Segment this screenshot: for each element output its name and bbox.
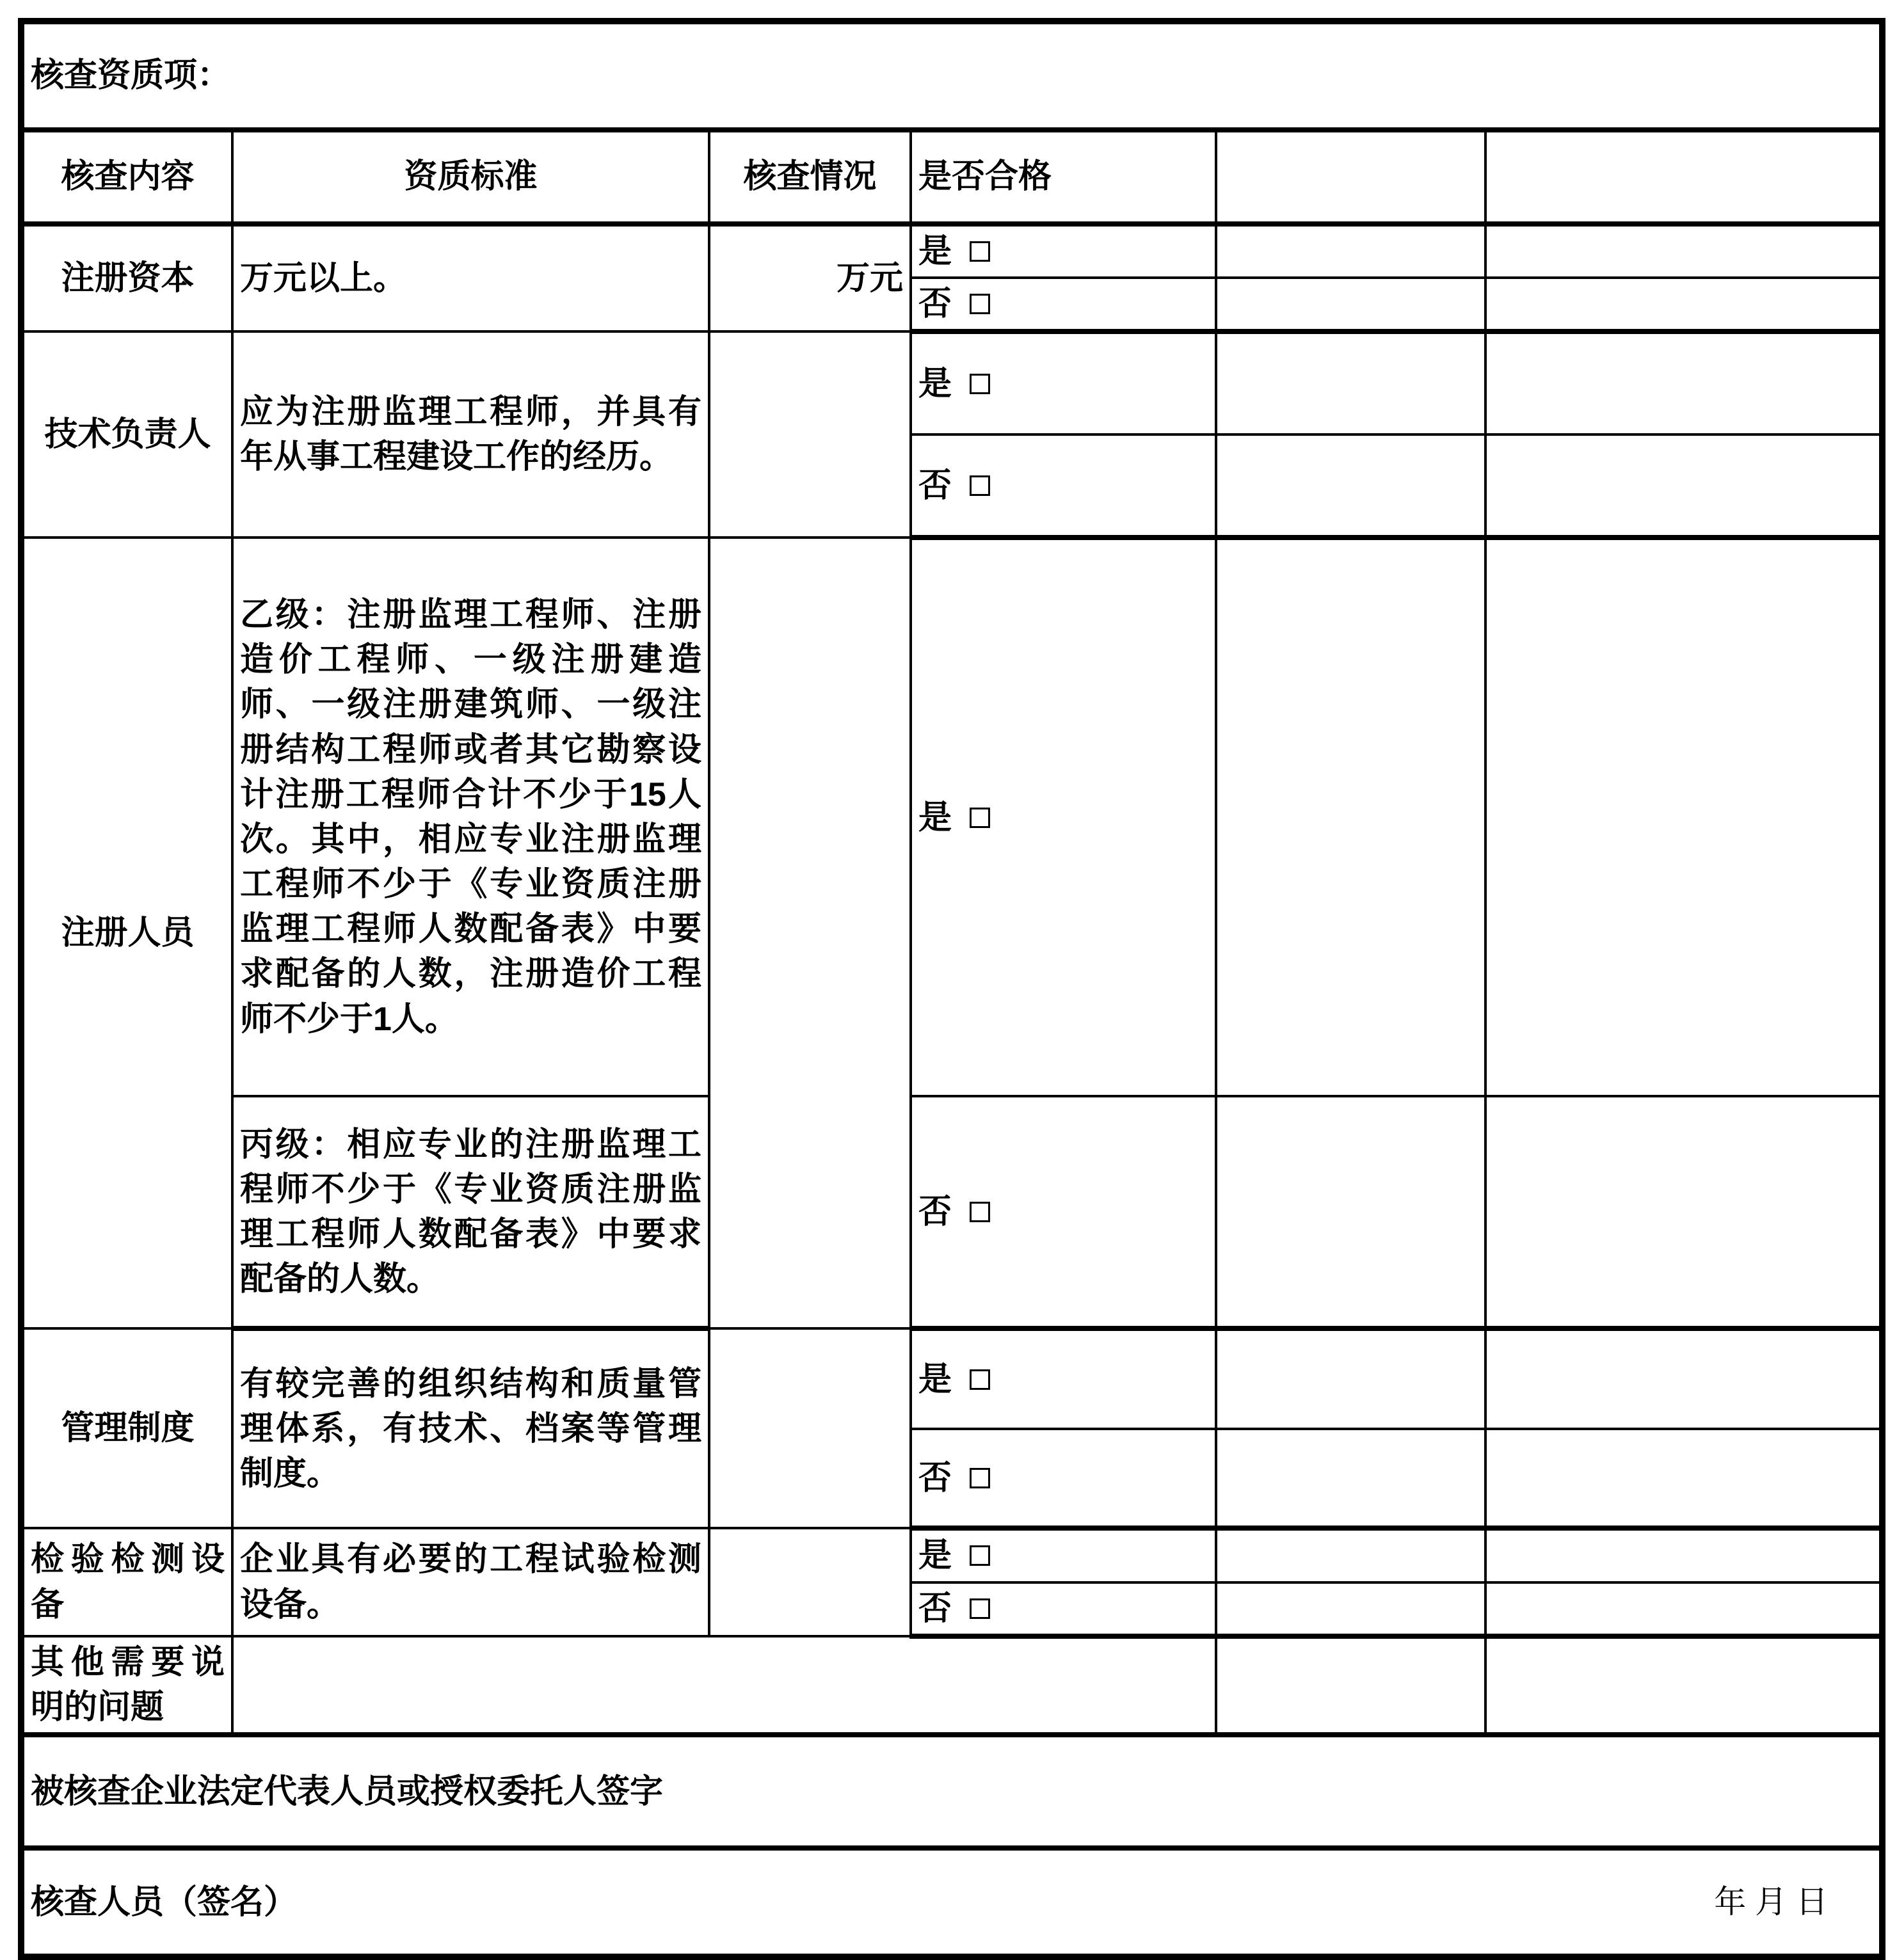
qualified-yes-cell (911, 1328, 1216, 1429)
empty-cell (1485, 331, 1882, 434)
row-inspector-signature (21, 1848, 1882, 1957)
title-row (21, 21, 1882, 130)
yes-label: 是 (918, 233, 952, 270)
row-legal-rep-signature (21, 1735, 1882, 1848)
standard-tech-leader: 应为注册监理工程师，并具有 年从事工程建设工作的经历。 (232, 331, 709, 538)
no-label: 否 (918, 1193, 952, 1231)
checkbox-yes-management[interactable] (970, 1369, 990, 1390)
empty-cell (1485, 1096, 1882, 1328)
empty-cell (1216, 538, 1485, 1096)
checkbox-no-tech-leader[interactable] (970, 475, 990, 496)
empty-cell (1216, 1096, 1485, 1328)
page-title: 核查资质项： (21, 21, 1882, 130)
inspector-signature-label: 核查人员（签名） (31, 1883, 298, 1921)
qualified-yes-cell (911, 224, 1216, 278)
situation-registered-staff (709, 538, 911, 1328)
row-label-registered-capital: 注册资本 (21, 224, 232, 331)
empty-cell (1216, 434, 1485, 538)
qualified-no-cell (911, 1096, 1216, 1328)
empty-cell (1485, 538, 1882, 1096)
standard-registered-staff-grade-b: 乙级：注册监理工程师、注册造价工程师、一级注册建造师、一级注册建筑师、一级注册结构工程师或者其它勘察设计注册工程师合计不少于15人次。其中，相应专业注册监理工程师不少于《专业资质注册监理工程师人数配备表》中要求配备的人数，注册造价工程师不少于1人。 (232, 538, 709, 1096)
empty-cell (1485, 434, 1882, 538)
qualified-yes-cell (911, 1528, 1216, 1582)
empty-cell (1485, 1582, 1882, 1636)
standard-equipment: 企业具有必要的工程试验检测设备。 (232, 1528, 709, 1636)
checkbox-no-registered-staff[interactable] (970, 1202, 990, 1222)
row-label-tech-leader: 技术负责人 (21, 331, 232, 538)
empty-cell (1485, 1636, 1882, 1735)
inspector-signature-cell (21, 1848, 1882, 1957)
col-header-qualification-standard: 资质标准 (232, 130, 709, 224)
header-row (21, 130, 1882, 224)
yes-label: 是 (918, 1537, 952, 1575)
empty-cell (1216, 1582, 1485, 1636)
situation-tech-leader (709, 331, 911, 538)
qualified-no-cell (911, 1429, 1216, 1528)
row-equipment-yes (21, 1528, 1882, 1582)
empty-cell (1216, 1429, 1485, 1528)
situation-unit-wanyuan: 万元 (709, 224, 911, 331)
situation-equipment (709, 1528, 911, 1636)
empty-cell (1216, 1636, 1485, 1735)
col-header-qualified-or-not: 是否合格 (911, 130, 1216, 224)
row-management-yes (21, 1328, 1882, 1429)
legal-rep-signature-label: 被核查企业法定代表人员或授权委托人签字 (21, 1735, 1882, 1848)
qualified-yes-cell (911, 538, 1216, 1096)
empty-cell (1485, 278, 1882, 331)
qualified-no-cell (911, 1582, 1216, 1636)
checkbox-yes-registered-staff[interactable] (970, 808, 990, 828)
checkbox-yes-registered-capital[interactable] (970, 241, 990, 262)
checkbox-no-management[interactable] (970, 1468, 990, 1488)
checkbox-yes-equipment[interactable] (970, 1545, 990, 1566)
checkbox-no-equipment[interactable] (970, 1598, 990, 1619)
no-label: 否 (918, 466, 952, 504)
no-label: 否 (918, 1459, 952, 1497)
col-header-check-situation: 核查情况 (709, 130, 911, 224)
empty-cell (1485, 1528, 1882, 1582)
checkbox-yes-tech-leader[interactable] (970, 374, 990, 394)
no-label: 否 (918, 285, 952, 323)
row-label-management: 管理制度 (21, 1328, 232, 1528)
col-header-check-content: 核查内容 (21, 130, 232, 224)
row-registered-capital-yes (21, 224, 1882, 278)
empty-cell (1216, 1528, 1485, 1582)
no-label: 否 (918, 1590, 952, 1627)
date-placeholder: 年 月 日 (1714, 1883, 1829, 1920)
row-other-notes (21, 1636, 1882, 1735)
empty-cell (1485, 224, 1882, 278)
empty-header-cell (1485, 130, 1882, 224)
standard-management: 有较完善的组织结构和质量管理体系，有技术、档案等管理制度。 (232, 1328, 709, 1528)
row-label-other-notes: 其他需要说明的问题 (21, 1636, 232, 1735)
yes-label: 是 (918, 365, 952, 402)
row-label-registered-staff: 注册人员 (21, 538, 232, 1328)
qualified-no-cell (911, 278, 1216, 331)
empty-header-cell (1216, 130, 1485, 224)
yes-label: 是 (918, 799, 952, 836)
qualified-yes-cell (911, 331, 1216, 434)
row-label-equipment: 检验检测设备 (21, 1528, 232, 1636)
standard-registered-capital: 万元以上。 (232, 224, 709, 331)
yes-label: 是 (918, 1360, 952, 1398)
empty-cell (1485, 1328, 1882, 1429)
situation-management (709, 1328, 911, 1528)
empty-cell (1485, 1429, 1882, 1528)
empty-cell (1216, 224, 1485, 278)
row-tech-leader-yes (21, 331, 1882, 434)
qualification-check-table (18, 18, 1885, 1960)
checkbox-no-registered-capital[interactable] (970, 294, 990, 314)
empty-cell (1216, 1328, 1485, 1429)
row-registered-staff-grade-b (21, 538, 1882, 1096)
empty-cell (1216, 278, 1485, 331)
row-registered-staff-grade-c (21, 1096, 1882, 1328)
other-notes-blank-area (232, 1636, 1216, 1735)
qualified-no-cell (911, 434, 1216, 538)
standard-registered-staff-grade-c: 丙级：相应专业的注册监理工程师不少于《专业资质注册监理工程师人数配备表》中要求配备的人数。 (232, 1096, 709, 1328)
empty-cell (1216, 331, 1485, 434)
